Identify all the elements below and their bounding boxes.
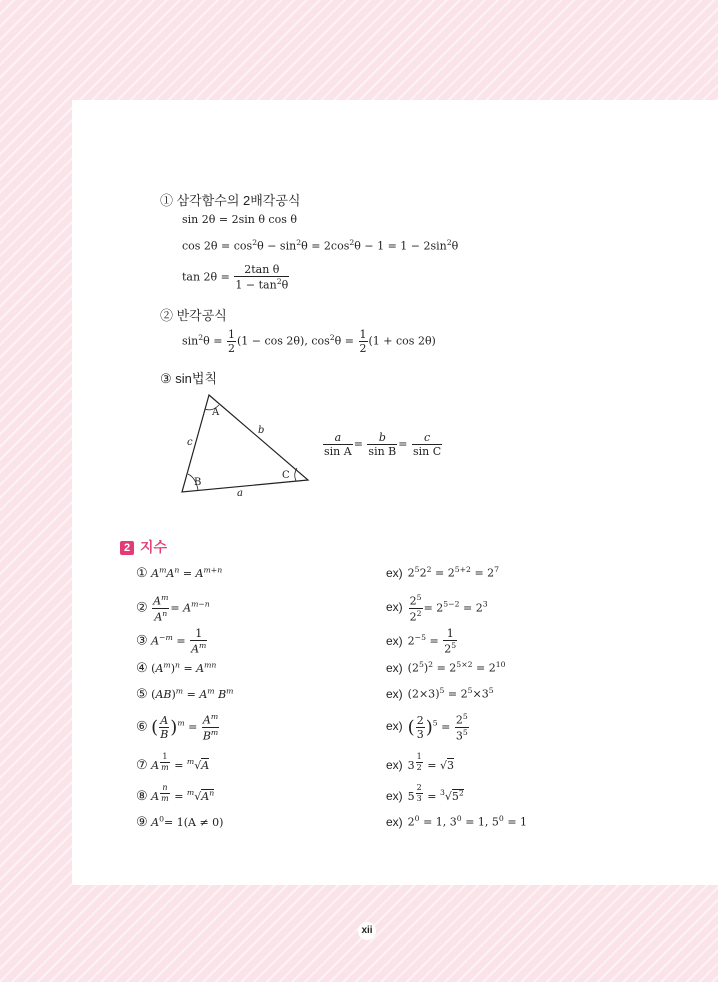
vertex-label-b: B [194, 477, 202, 488]
section-number-badge: 2 [120, 541, 134, 555]
heading-sine-law: ③ sin법칙 [160, 371, 218, 386]
rule-9: ⑨ $A^0= 1(A \ne 0)$ [136, 814, 224, 829]
rule-3: ③ $A^{-m}$ = $\frac{1}{A^m}$ [136, 627, 207, 656]
rule-6: ⑥ ( $\frac{A}{B}$ )$^m$ = $\frac{A^m}{B^m}$ [136, 712, 219, 743]
heading-half-angle: ② 반각공식 [160, 308, 227, 323]
page-number: xii [358, 922, 376, 940]
formula-sin-double: sin 2θ = 2sin θ cos θ [182, 213, 297, 226]
example-4: ex) $(2^5)^2 = 2^{5\times 2} = 2^{10}$ [386, 660, 506, 675]
side-label-a: a [237, 488, 243, 498]
example-6: ex) ( $\frac{2}{3}$ )$^5$ = $\frac{2^5}{3^5}$ [386, 712, 468, 743]
example-1: ex) $2^52^2 = 2^{5+2} = 2^7$ [386, 565, 500, 580]
formula-sine-law: $\frac{a}{\text{sin A}}$ = $\frac{b}{\text{sin B}}$ = $\frac{c}{\text{sin C}}$ [324, 431, 442, 459]
heading-double-angle: ① 삼각함수의 2배각공식 [160, 193, 301, 208]
example-3: ex) $2^{-5}$ = $\frac{1}{2^5}$ [386, 627, 457, 656]
vertex-label-a: A [212, 407, 220, 418]
rule-1: ① $A^mA^n = A^{m+n}$ [136, 565, 223, 580]
example-2: ex) $\frac{2^5}{2^2}$ = $2^{5-2} = 2^3$ [386, 593, 488, 624]
formula-cos-double: $\cos 2\theta = \cos^2\theta - \sin^2\theta = 2\cos^2\theta - 1 = 1 - 2\sin^2\theta$ [182, 238, 459, 253]
rule-5: ⑤ $(AB)^m = A^m$ $B^m$ [136, 686, 234, 701]
example-9: ex) $2^0 = 1$, $3^0 = 1$, $5^0 = 1$ [386, 814, 528, 829]
rule-7: ⑦ A $^{\frac{1}{m}}$ = $^m$√A [136, 752, 210, 772]
rule-4: ④ $(A^m)^n = A^{mn}$ [136, 660, 217, 675]
example-5: ex) $(2\times 3)^5 = 2^5\times 3^5$ [386, 686, 494, 701]
side-label-c: c [187, 437, 193, 448]
vertex-label-c: C [282, 470, 290, 481]
formula-half-angle: $\sin^2\theta$ = $\frac{1}{2}$ (1 − cos 2θ), $\cos^2\theta$ = $\frac{1}{2}$ (1 + cos 2θ) [182, 328, 436, 356]
example-7: ex) 3 $^{\frac{1}{2}}$ = √3 [386, 752, 454, 772]
formula-tan-double: tan 2θ = $\frac{\text{2tan θ}}{1 - \tan^2\theta}$ [182, 263, 289, 292]
rule-2: ② $\frac{A^m}{A^n}$ = $A^{m-n}$ [136, 593, 210, 624]
triangle-diagram [170, 388, 320, 498]
section-title-exponents: 2 지수 [120, 537, 167, 557]
example-8: ex) 5 $^{\frac{2}{3}}$ = $^3√5^2$ [386, 783, 464, 803]
rule-8: ⑧ A $^{\frac{n}{m}}$ = $^m√A^n$ [136, 783, 215, 803]
side-label-b: b [258, 425, 265, 436]
